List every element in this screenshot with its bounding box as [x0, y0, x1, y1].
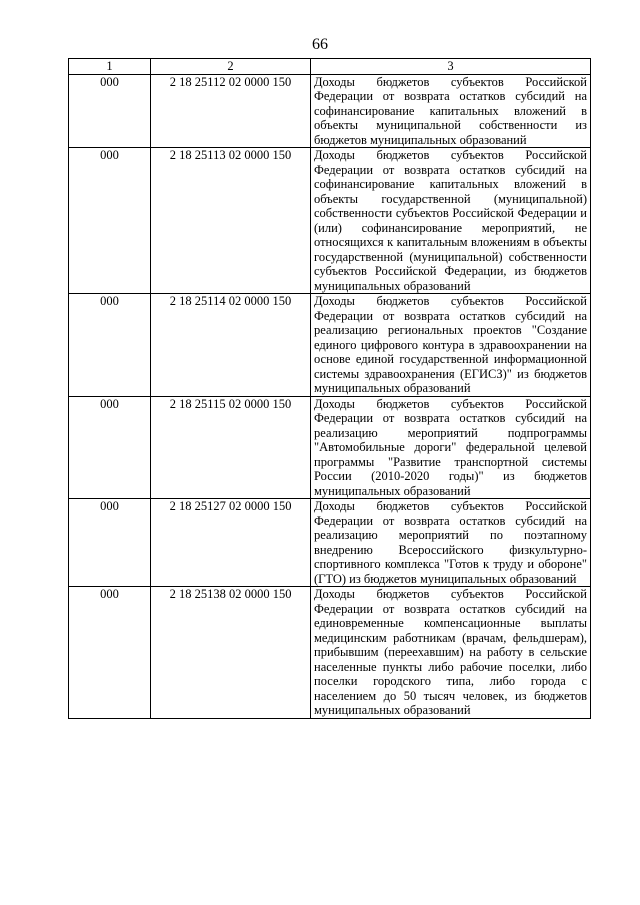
column-header-3: 3 [311, 59, 591, 75]
admin-code-cell: 000 [69, 74, 151, 148]
admin-code-cell: 000 [69, 148, 151, 294]
revenue-description-cell: Доходы бюджетов субъектов Российской Федерации от возврата остатков субсидий на софинансирование капитальных вложений в объекты государственной (муниципальной) собственности субъектов Российской Федерации и (или) софинансирование мероприятий, не относящихся к капитальным вложениям в объекты государственной (муниципальной) собственности субъектов Российской Федерации, из бюджетов муниципальных образований [311, 148, 591, 294]
table-row [69, 499, 591, 587]
admin-code-cell: 000 [69, 587, 151, 719]
revenue-description-cell: Доходы бюджетов субъектов Российской Федерации от возврата остатков субсидий на единовременные компенсационные выплаты медицинским работникам (врачам, фельдшерам), прибывшим (переехавшим) на работу в сельские населенные пункты либо рабочие поселки, либо поселки городского типа, либо города с населением до 50 тысяч человек, из бюджетов муниципальных образований [311, 587, 591, 719]
table-header [69, 59, 591, 75]
table-row [69, 396, 591, 499]
budget-revenue-table [68, 58, 591, 719]
table-body [69, 74, 591, 718]
table-row [69, 148, 591, 294]
admin-code-cell: 000 [69, 499, 151, 587]
column-header-2: 2 [151, 59, 311, 75]
revenue-code-cell: 2 18 25113 02 0000 150 [151, 148, 311, 294]
column-header-1: 1 [69, 59, 151, 75]
revenue-code-cell: 2 18 25138 02 0000 150 [151, 587, 311, 719]
revenue-code-cell: 2 18 25112 02 0000 150 [151, 74, 311, 148]
table-row [69, 294, 591, 397]
revenue-code-cell: 2 18 25114 02 0000 150 [151, 294, 311, 397]
header-row [69, 59, 591, 75]
table-row [69, 74, 591, 148]
table-row [69, 587, 591, 719]
admin-code-cell: 000 [69, 294, 151, 397]
revenue-description-cell: Доходы бюджетов субъектов Российской Федерации от возврата остатков субсидий на реализацию региональных проектов "Создание единого цифрового контура в здравоохранении на основе единой государственной информационной системы здравоохранения (ЕГИСЗ)" из бюджетов муниципальных образований [311, 294, 591, 397]
revenue-description-cell: Доходы бюджетов субъектов Российской Федерации от возврата остатков субсидий на реализацию мероприятий подпрограммы "Автомобильные дороги" федеральной целевой программы "Развитие транспортной системы России (2010-2020 годы)" из бюджетов муниципальных образований [311, 396, 591, 499]
page-number: 66 [312, 36, 328, 53]
revenue-code-cell: 2 18 25115 02 0000 150 [151, 396, 311, 499]
revenue-description-cell: Доходы бюджетов субъектов Российской Федерации от возврата остатков субсидий на реализацию мероприятий по поэтапному внедрению Всероссийского физкультурно-спортивного комплекса "Готов к труду и обороне" (ГТО) из бюджетов муниципальных образований [311, 499, 591, 587]
admin-code-cell: 000 [69, 396, 151, 499]
revenue-description-cell: Доходы бюджетов субъектов Российской Федерации от возврата остатков субсидий на софинансирование капитальных вложений в объекты муниципальной собственности из бюджетов муниципальных образований [311, 74, 591, 148]
revenue-code-cell: 2 18 25127 02 0000 150 [151, 499, 311, 587]
